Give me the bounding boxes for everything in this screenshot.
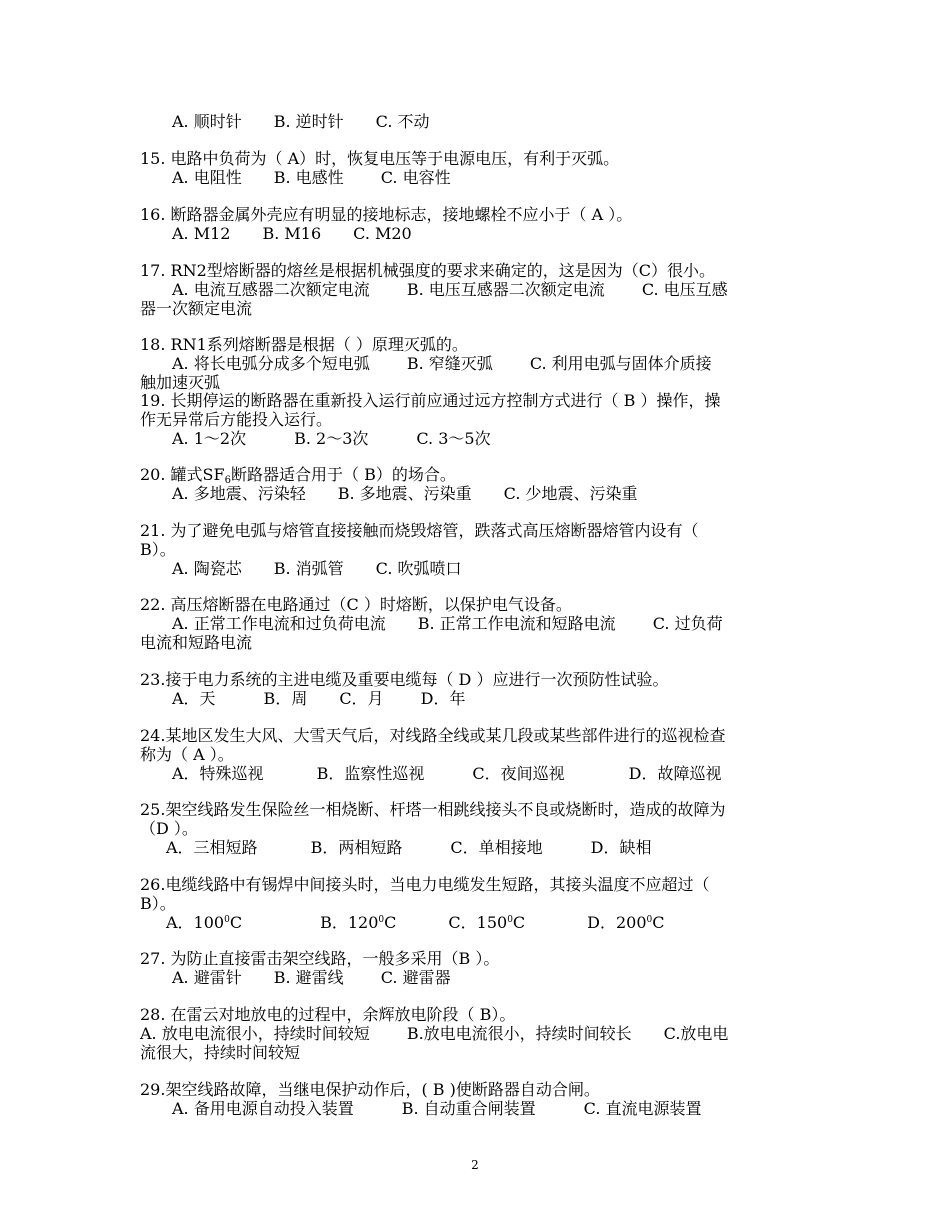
q27-options: A. 避雷针 B. 避雷线 C. 避雷器 (172, 968, 451, 987)
page-number: 2 (471, 1158, 479, 1172)
q24-options: A．特殊巡视 B．监察性巡视 C．夜间巡视 D．故障巡视 (172, 764, 722, 783)
q22-options-continued: 电流和短路电流 (140, 633, 253, 652)
q28-options-continued: 流很大，持续时间较短 (140, 1043, 301, 1062)
q24-question-continued: 称为（ A ）。 (140, 745, 234, 764)
q23-options: A．天 B．周 C．月 D．年 (172, 689, 466, 708)
q19-question: 19. 长期停运的断路器在重新投入运行前应通过远方控制方式进行（ B ）操作，操 (140, 391, 721, 410)
q25-question: 25.架空线路发生保险丝一相烧断、杆塔一相跳线接头不良或烧断时，造成的故障为 (140, 800, 726, 819)
q24-question: 24.某地区发生大风、大雪天气后，对线路全线或某几段或某些部件进行的巡视检查 (140, 726, 726, 745)
q20-text-b: 断路器适合用于（ B）的场合。 (230, 465, 456, 484)
q22-question: 22. 高压熔断器在电路通过（C ）时熔断，以保护电气设备。 (140, 595, 572, 614)
q18-options-continued: 触加速灭弧 (140, 373, 221, 392)
q14-options: A. 顺时针 B. 逆时针 C. 不动 (172, 112, 430, 131)
q25-options: A．三相短路 B．两相短路 C．单相接地 D．缺相 (166, 838, 652, 857)
q16-question: 16. 断路器金属外壳应有明显的接地标志，接地螺栓不应小于（ A ）。 (140, 205, 633, 224)
q18-options: A. 将长电弧分成多个短电弧 B. 窄缝灭弧 C. 利用电弧与固体介质接 (172, 354, 712, 373)
q17-question: 17. RN2型熔断器的熔丝是根据机械强度的要求来确定的，这是因为（C）很小。 (140, 261, 716, 280)
q16-options: A. M12 B. M16 C. M20 (172, 224, 412, 243)
q20-question (140, 466, 820, 484)
q22-options: A. 正常工作电流和过负荷电流 B. 正常工作电流和短路电流 C. 过负荷 (172, 614, 723, 633)
q29-question: 29.架空线路故障，当继电保护动作后，( B )使断路器自动合闸。 (140, 1080, 600, 1099)
q17-options-continued: 器一次额定电流 (140, 299, 253, 318)
q25-question-continued: （D ）。 (140, 819, 198, 838)
q18-question: 18. RN1系列熔断器是根据（ ）原理灭弧的。 (140, 335, 468, 354)
q19-options: A. 1～2次 B. 2～3次 C. 3～5次 (172, 429, 491, 448)
q29-options: A. 备用电源自动投入装置 B. 自动重合闸装置 C. 直流电源装置 (172, 1099, 702, 1118)
q26-options (166, 914, 846, 932)
q26-option-a: A．$100^0C$ (166, 913, 243, 932)
q28-options: A. 放电电流很小，持续时间较短 B.放电电流很小，持续时间较长 C.放电电 (140, 1024, 729, 1043)
q20-subscript: 6 (224, 475, 231, 486)
q19-question-continued: 作无异常后方能投入运行。 (140, 410, 333, 429)
q21-question: 21. 为了避免电弧与熔管直接接触而烧毁熔管，跌落式高压熔断器熔管内设有（ (140, 521, 699, 540)
q26-question-continued: B）。 (140, 894, 176, 913)
q15-options: A. 电阻性 B. 电感性 C. 电容性 (172, 168, 451, 187)
q20-text-a: 20. 罐式SF (140, 465, 225, 484)
q20-options: A. 多地震、污染轻 B. 多地震、污染重 C. 少地震、污染重 (172, 484, 638, 503)
q21-options: A. 陶瓷芯 B. 消弧管 C. 吹弧喷口 (172, 559, 462, 578)
q26-option-c: C．$150^0C$ (448, 913, 526, 932)
q21-question-continued: B）。 (140, 540, 176, 559)
q27-question: 27. 为防止直接雷击架空线路，一般多采用（B ）。 (140, 949, 500, 968)
q26-question: 26.电缆线路中有锡焊中间接头时，当电力电缆发生短路，其接头温度不应超过（ (140, 875, 710, 894)
q15-question: 15. 电路中负荷为（ A）时，恢复电压等于电源电压，有利于灭弧。 (140, 149, 620, 168)
q28-question: 28. 在雷云对地放电的过程中，余辉放电阶段（ B）。 (140, 1005, 516, 1024)
q26-option-b: B．$120^0C$ (320, 913, 397, 932)
q17-options: A. 电流互感器二次额定电流 B. 电压互感器二次额定电流 C. 电压互感 (172, 280, 728, 299)
q26-option-d: D．$200^0C$ (587, 913, 665, 932)
q23-question: 23.接于电力系统的主进电缆及重要电缆每（ D ）应进行一次预防性试验。 (140, 670, 669, 689)
